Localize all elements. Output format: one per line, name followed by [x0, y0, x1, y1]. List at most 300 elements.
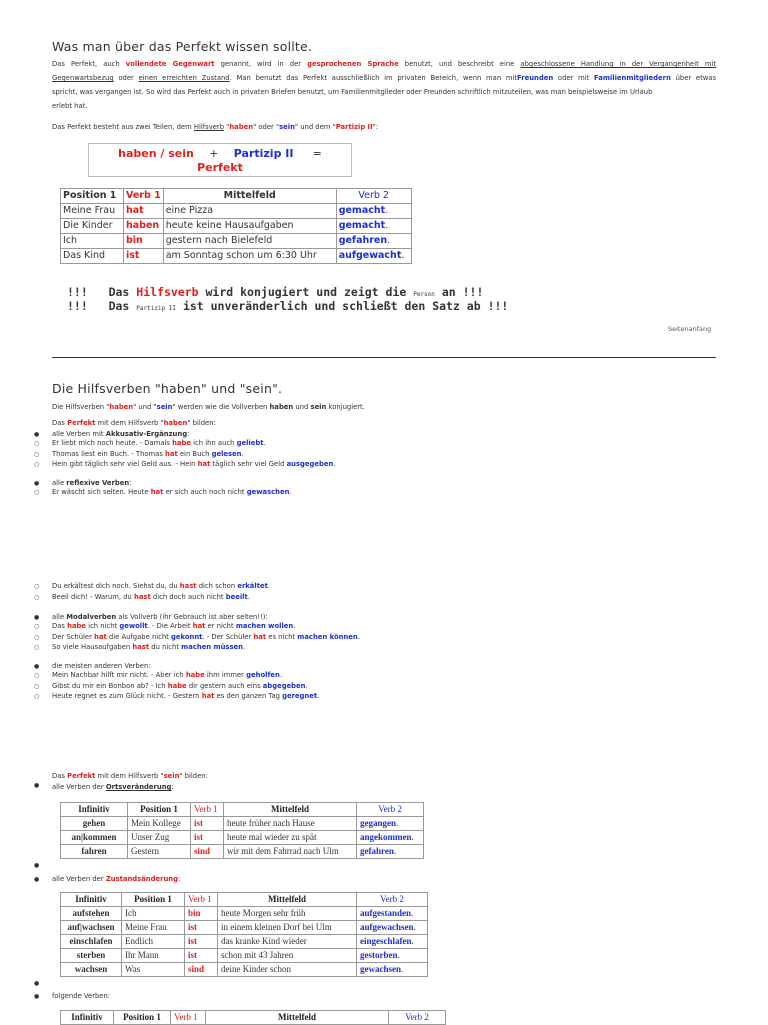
text-segment: habe — [67, 622, 87, 630]
bullet-dot: ● — [34, 980, 40, 987]
table-row — [61, 907, 428, 921]
cell-verb1: ist — [185, 935, 218, 949]
table-row — [61, 831, 424, 845]
bullet-circle: ○ — [34, 489, 40, 496]
text-segment: So viele Hausaufgaben — [52, 643, 133, 651]
bullet-circle: ○ — [34, 623, 40, 630]
bullet-circle: ○ — [34, 644, 40, 651]
text-segment: alle Verben der — [52, 783, 106, 791]
intro-line-3: spricht, was vergangen ist. So wird das Perfekt auch in privaten Briefen benutzt, um Familienmitglieder oder Freunden schriftlich mitzuteilen, was man beispielsweise im Urlaub — [52, 88, 653, 96]
text-segment: . — [242, 643, 246, 651]
cell-position1: Die Kinder — [61, 219, 124, 234]
cell-verb2: aufgestanden. — [357, 907, 428, 921]
text-segment: . - Die Arbeit — [147, 622, 193, 630]
perfekt-table — [60, 188, 412, 264]
text-segment: alle Verben der — [52, 875, 106, 883]
note-hilfsverb — [67, 285, 483, 299]
text-segment: " bilden: — [187, 419, 216, 427]
cell-verb2: gefahren. — [336, 234, 411, 249]
th-verb1: Verb 1 — [171, 1011, 206, 1025]
text-segment: Thomas liest ein Buch. - Thomas — [52, 449, 166, 458]
orts-table — [60, 802, 424, 859]
text-segment: sein — [156, 403, 173, 411]
text-segment: alle — [52, 613, 67, 621]
th-verb2: Verb 2 — [357, 803, 424, 817]
text-segment: Perfekt — [67, 772, 96, 780]
table-row — [61, 234, 412, 249]
verb2-value: gefahren — [360, 846, 394, 856]
verb2-value: eingeschlafen — [360, 936, 412, 946]
text-segment: Ortsveränderung — [105, 783, 172, 791]
text-segment: ihm immer — [204, 671, 247, 679]
table-row — [61, 935, 428, 949]
cell-verb1: haben — [124, 219, 164, 234]
text-segment: hast — [132, 643, 150, 651]
cell-infinitiv: einschlafen — [61, 935, 122, 949]
text-segment: er nicht — [205, 622, 236, 630]
text-segment: Das Perfekt besteht aus zwei Teilen, dem — [52, 123, 194, 131]
text-segment: machen können — [297, 632, 358, 641]
text-segment: Heute regnet es zum Glück nicht. - Gestern — [52, 692, 202, 700]
text-segment: . — [279, 671, 283, 679]
text-segment: gewollt — [119, 622, 148, 630]
note2-exclaim: !!! — [67, 299, 88, 313]
text-segment: mit dem Hilfsverb " — [95, 419, 164, 427]
formula-haben-sein: haben / sein — [118, 147, 194, 160]
list-item — [52, 613, 268, 621]
cell-verb1: sind — [185, 963, 218, 977]
cell-infinitiv: aufstehen — [61, 907, 122, 921]
text-segment: abgeschlossene Handlung in der Vergangenheit mit — [520, 60, 717, 68]
text-segment: dich doch auch nicht — [150, 592, 226, 601]
list-item — [52, 430, 189, 438]
list-item — [52, 643, 245, 651]
text-segment: du nicht — [149, 643, 182, 651]
cell-verb1: bin — [185, 907, 218, 921]
text-segment: benutzt, und beschreibt eine — [398, 60, 521, 68]
cell-verb2: aufgewacht. — [336, 249, 411, 264]
cell-mittelfeld: heute früher nach Hause — [224, 817, 357, 831]
verb2-value: aufgewachsen — [360, 922, 414, 932]
table-row — [61, 949, 428, 963]
cell-verb2: gewachsen. — [357, 963, 428, 977]
bullet-circle: ○ — [34, 672, 40, 679]
verb2-value: gestorben — [360, 950, 398, 960]
text-segment: . — [263, 439, 266, 447]
cell-mittelfeld: deine Kinder schon — [218, 963, 357, 977]
cell-mittelfeld: wir mit dem Fahrrad nach Ulm — [224, 845, 357, 859]
text-segment: . — [293, 622, 296, 630]
text-segment: Zustandsänderung — [105, 875, 179, 883]
list-item — [52, 450, 244, 458]
text-segment: Gegenwartsbezug — [52, 74, 114, 82]
bullet-circle: ○ — [34, 633, 40, 641]
cell-infinitiv: an|kommen — [61, 831, 128, 845]
text-segment: sein — [163, 772, 180, 780]
zust-head — [52, 872, 180, 886]
bullet-circle: ○ — [34, 450, 40, 458]
text-segment: gesprochenen Sprache — [307, 60, 399, 68]
text-segment: es den ganzen Tag — [214, 692, 283, 700]
bullet-dot: ● — [34, 876, 40, 883]
text-segment: habe — [167, 681, 187, 690]
text-segment: ich nicht — [86, 622, 120, 630]
th-mittelfeld: Mittelfeld — [224, 803, 357, 817]
formula-plus: + — [209, 147, 219, 160]
text-segment: haben — [163, 419, 188, 427]
note2-partizip: Partizip II — [136, 305, 177, 312]
list-item — [52, 682, 308, 690]
th-verb1: Verb 1 — [185, 893, 218, 907]
table-row — [61, 921, 428, 935]
folg-head — [52, 989, 110, 1003]
text-segment: " und " — [133, 403, 157, 411]
text-segment: geliebt — [236, 439, 264, 447]
cell-verb2: angekommen. — [357, 831, 424, 845]
hilfsverben-intro — [52, 400, 365, 414]
bullet-dot: ● — [34, 862, 40, 869]
list-item — [52, 692, 319, 700]
cell-position1: Meine Frau — [61, 204, 124, 219]
cell-verb2: aufgewachsen. — [357, 921, 428, 935]
intro-line-1 — [52, 57, 716, 71]
text-segment: hat — [197, 460, 211, 468]
text-segment: Das — [52, 772, 68, 780]
cell-verb2: gestorben. — [357, 949, 428, 963]
cell-position1: Das Kind — [61, 249, 124, 264]
note1-text-a: Das — [108, 285, 137, 299]
bullet-dot: ● — [34, 480, 40, 487]
text-segment: Modalverben — [66, 613, 117, 621]
note2-text-a: Das — [108, 299, 137, 313]
text-segment: hat — [253, 632, 267, 641]
th-position1: Position 1 — [114, 1011, 171, 1025]
table-row — [61, 817, 424, 831]
bullet-circle: ○ — [34, 693, 40, 700]
text-segment: Das — [52, 419, 68, 427]
perfekt-parts-text — [52, 120, 378, 134]
cell-mittelfeld: eine Pizza — [163, 204, 336, 219]
text-segment: habe — [172, 439, 191, 447]
text-segment: er sich auch noch nicht — [163, 488, 247, 496]
text-segment: haben — [269, 403, 294, 411]
formula-partizip: Partizip II — [233, 147, 294, 160]
text-segment: . - Der Schüler — [202, 632, 254, 641]
cell-position1: Ich — [122, 907, 185, 921]
text-segment: . — [357, 632, 360, 641]
text-segment: dir gestern auch eins — [186, 681, 263, 690]
section-title-hilfsverben: Die Hilfsverben "haben" und "sein". — [52, 381, 283, 396]
th-position1: Position 1 — [122, 893, 185, 907]
text-segment: Gibst du mir ein Bonbon ab? - Ich — [52, 681, 168, 690]
cell-mittelfeld: das kranke Kind wieder — [218, 935, 357, 949]
text-segment: . — [333, 460, 336, 468]
th-infinitiv: Infinitiv — [61, 803, 128, 817]
text-segment: einen erreichten Zustand — [138, 74, 230, 82]
list-item — [52, 479, 132, 487]
text-segment: ich ihn auch — [191, 439, 237, 447]
th-position1: Position 1 — [61, 189, 124, 204]
list-item — [52, 593, 250, 601]
verb2-value: gemacht — [338, 220, 386, 231]
section-title-perfekt: Was man über das Perfekt wissen sollte. — [52, 39, 313, 54]
cell-verb1: ist — [185, 921, 218, 935]
text-segment: Beeil dich! - Warum, du — [52, 592, 134, 601]
th-mittelfeld: Mittelfeld — [163, 189, 336, 204]
text-segment: es nicht — [266, 632, 298, 641]
th-verb2: Verb 2 — [389, 1011, 446, 1025]
cell-verb2: eingeschlafen. — [357, 935, 428, 949]
list-item — [52, 671, 282, 679]
table-row — [61, 845, 424, 859]
cell-infinitiv: sterben — [61, 949, 122, 963]
cell-mittelfeld: heute Morgen sehr früh — [218, 907, 357, 921]
th-verb2: Verb 2 — [357, 893, 428, 907]
section-divider — [52, 357, 716, 358]
text-segment: : — [171, 783, 174, 791]
verb2-value: angekommen — [360, 832, 412, 842]
cell-mittelfeld: schon mit 43 Jahren — [218, 949, 357, 963]
text-segment: . — [289, 488, 292, 496]
cell-mittelfeld: heute mal wieder zu spät — [224, 831, 357, 845]
intro-line-4: erlebt hat. — [52, 102, 88, 110]
text-segment: ausgegeben — [286, 460, 334, 468]
text-segment: " und dem " — [294, 123, 336, 131]
text-segment: beeilt — [225, 592, 248, 601]
zust-table — [60, 892, 428, 977]
list-item — [52, 662, 151, 670]
cell-position1: Ich — [61, 234, 124, 249]
text-segment: hat — [165, 449, 178, 458]
text-segment: . — [267, 582, 271, 590]
cell-position1: Meine Frau — [122, 921, 185, 935]
cell-verb1: ist — [191, 831, 224, 845]
text-segment: Der Schüler — [52, 632, 95, 641]
list-item — [52, 439, 266, 447]
verb2-value: gegangen — [360, 818, 396, 828]
text-segment: genannt, wird in der — [214, 60, 308, 68]
cell-mittelfeld: am Sonntag schon um 6:30 Uhr — [163, 249, 336, 264]
cell-mittelfeld: gestern nach Bielefeld — [163, 234, 336, 249]
bullet-dot: ● — [34, 614, 40, 621]
text-segment: . Man benutzt das Perfekt ausschließlich im privaten Bereich, wenn man mit — [229, 74, 518, 82]
text-segment: . — [241, 449, 244, 458]
seitenanfang-link[interactable]: Seitenanfang — [668, 325, 712, 333]
verb2-value: gewachsen — [360, 964, 401, 974]
text-segment: " — [224, 123, 230, 131]
list-item — [52, 488, 292, 496]
cell-verb1: ist — [191, 817, 224, 831]
text-segment: " bilden: — [179, 772, 208, 780]
text-segment: " oder " — [253, 123, 280, 131]
text-segment: machen müssen — [181, 643, 243, 651]
text-segment: . — [305, 681, 308, 690]
bullet-circle: ○ — [34, 682, 40, 690]
bullet-dot: ● — [34, 431, 40, 438]
text-segment: Akkusativ-Ergänzung — [105, 430, 188, 438]
text-segment: alle — [52, 479, 67, 487]
th-verb2: Verb 2 — [336, 189, 411, 204]
text-segment: Er wäscht sich selten. Heute — [52, 488, 151, 496]
text-segment: Du erkältest dich noch. Siehst du, du — [52, 582, 180, 590]
text-segment: " werden wie die Vollverben — [172, 403, 270, 411]
verb2-value: gefahren — [338, 235, 388, 246]
th-infinitiv: Infinitiv — [61, 1011, 114, 1025]
cell-verb1: ist — [185, 949, 218, 963]
text-segment: hat — [150, 488, 164, 496]
text-segment: gelesen — [211, 449, 242, 458]
text-segment: konjugiert. — [326, 403, 365, 411]
text-segment: habe — [185, 671, 205, 679]
text-segment: geregnet — [282, 692, 318, 700]
cell-infinitiv: auf|wachsen — [61, 921, 122, 935]
cell-infinitiv: fahren — [61, 845, 128, 859]
note1-text-c: an !!! — [434, 285, 484, 299]
note1-exclaim: !!! — [67, 285, 88, 299]
text-segment: haben — [229, 123, 254, 131]
text-segment: : — [187, 430, 190, 438]
text-segment: vollendete Gegenwart — [125, 60, 215, 68]
text-segment: täglich sehr viel Geld — [210, 460, 287, 468]
cell-mittelfeld: heute keine Hausaufgaben — [163, 219, 336, 234]
text-segment: Das Perfekt, auch — [52, 60, 126, 68]
cell-verb1: sind — [191, 845, 224, 859]
table-row — [61, 963, 428, 977]
th-position1: Position 1 — [128, 803, 191, 817]
th-verb1: Verb 1 — [191, 803, 224, 817]
note1-text-b: wird konjugiert und zeigt die — [198, 285, 414, 299]
text-segment: und — [293, 403, 311, 411]
list-item — [52, 622, 295, 630]
text-segment: sein — [279, 123, 295, 131]
bullet-dot: ● — [34, 782, 40, 789]
bullet-circle: ○ — [34, 583, 40, 590]
text-segment: hat — [94, 632, 107, 641]
text-segment: die Aufgabe nicht — [106, 632, 172, 641]
text-segment: hast — [134, 592, 151, 601]
list-item — [52, 460, 336, 468]
text-segment: Partizip II — [335, 123, 373, 131]
cell-position1: Endlich — [122, 935, 185, 949]
bullet-circle: ○ — [34, 593, 40, 601]
note2-text-b: ist unveränderlich und schließt den Satz ab !!! — [176, 299, 509, 313]
text-segment: dich schon — [196, 582, 238, 590]
text-segment: sein — [310, 403, 327, 411]
text-segment: Freunden — [517, 74, 554, 82]
cell-position1: Mein Kollege — [128, 817, 191, 831]
text-segment: Hilfsverb — [193, 123, 225, 131]
text-segment: hast — [179, 582, 197, 590]
note1-hilfsverb: Hilfsverb — [136, 285, 199, 299]
cell-position1: Was — [122, 963, 185, 977]
cell-verb1: bin — [124, 234, 164, 249]
folg-table — [60, 1010, 446, 1025]
text-segment: ": — [372, 123, 379, 131]
cell-infinitiv: gehen — [61, 817, 128, 831]
text-segment: geholfen — [246, 671, 280, 679]
text-segment: Familienmitgliedern — [594, 74, 671, 82]
th-mittelfeld: Mittelfeld — [206, 1011, 389, 1025]
cell-position1: Unser Zug — [128, 831, 191, 845]
text-segment: gewaschen — [246, 488, 290, 496]
intro-paragraph — [52, 57, 716, 113]
note1-person: Person — [413, 291, 435, 298]
bullet-circle: ○ — [34, 461, 40, 468]
verb2-value: aufgewacht — [338, 250, 402, 261]
cell-verb1: hat — [124, 204, 164, 219]
text-segment: mit dem Hilfsverb " — [95, 772, 164, 780]
cell-infinitiv: wachsen — [61, 963, 122, 977]
list-item — [52, 582, 270, 590]
text-segment: haben — [109, 403, 134, 411]
text-segment: : — [129, 479, 132, 487]
text-segment: folgende Verben: — [52, 992, 111, 1000]
text-segment: über etwas — [670, 74, 717, 82]
text-segment: als Vollverb (ihr Gebrauch ist aber selten!!): — [116, 613, 268, 621]
bullet-dot: ● — [34, 663, 40, 670]
orts-head — [52, 780, 174, 794]
perfekt-formula-box — [88, 143, 352, 177]
cell-verb2: gefahren. — [357, 845, 424, 859]
text-segment: : — [178, 875, 181, 883]
text-segment: abgegeben — [262, 681, 306, 690]
text-segment: Mein Nachbar hilft mir nicht. - Aber ich — [52, 671, 186, 679]
verb2-value: aufgestanden — [360, 908, 412, 918]
cell-verb2: gemacht. — [336, 204, 411, 219]
bullet-dot: ● — [34, 993, 40, 1000]
text-segment: . — [247, 592, 250, 601]
formula-equals: = — [312, 147, 322, 160]
verb2-value: gemacht — [338, 205, 386, 216]
th-mittelfeld: Mittelfeld — [218, 893, 357, 907]
text-segment: hat — [201, 692, 215, 700]
list-item — [52, 633, 360, 641]
text-segment: alle Verben mit — [52, 430, 106, 438]
text-segment: Das — [52, 622, 68, 630]
th-infinitiv: Infinitiv — [61, 893, 122, 907]
text-segment: ein Buch — [177, 449, 212, 458]
text-segment: . — [317, 692, 320, 700]
th-verb1: Verb 1 — [124, 189, 164, 204]
note-partizip — [67, 299, 508, 313]
cell-verb2: gegangen. — [357, 817, 424, 831]
text-segment: oder — [113, 74, 139, 82]
table-row — [61, 249, 412, 264]
text-segment: gekonnt — [171, 632, 203, 641]
cell-mittelfeld: in einem kleinen Dorf bei Ulm — [218, 921, 357, 935]
perfekt-haben-intro — [52, 416, 216, 430]
cell-position1: Ihr Mann — [122, 949, 185, 963]
table-row — [61, 219, 412, 234]
table-row — [61, 204, 412, 219]
cell-verb1: ist — [124, 249, 164, 264]
text-segment: die meisten anderen Verben: — [52, 662, 151, 670]
text-segment: oder mit — [553, 74, 595, 82]
formula-result: Perfekt — [197, 161, 243, 174]
text-segment: Hein gibt täglich sehr viel Geld aus. - Hein — [52, 460, 198, 468]
text-segment: machen wollen — [235, 622, 294, 630]
cell-position1: Gestern — [128, 845, 191, 859]
text-segment: Perfekt — [67, 419, 96, 427]
text-segment: Die Hilfsverben " — [52, 403, 110, 411]
cell-verb2: gemacht. — [336, 219, 411, 234]
bullet-circle: ○ — [34, 440, 40, 447]
text-segment: reflexive Verben — [66, 479, 130, 487]
intro-line-2 — [52, 71, 716, 85]
text-segment: hat — [192, 622, 206, 630]
text-segment: Er liebt mich noch heute. - Damals — [52, 439, 173, 447]
text-segment: erkältet — [237, 582, 268, 590]
